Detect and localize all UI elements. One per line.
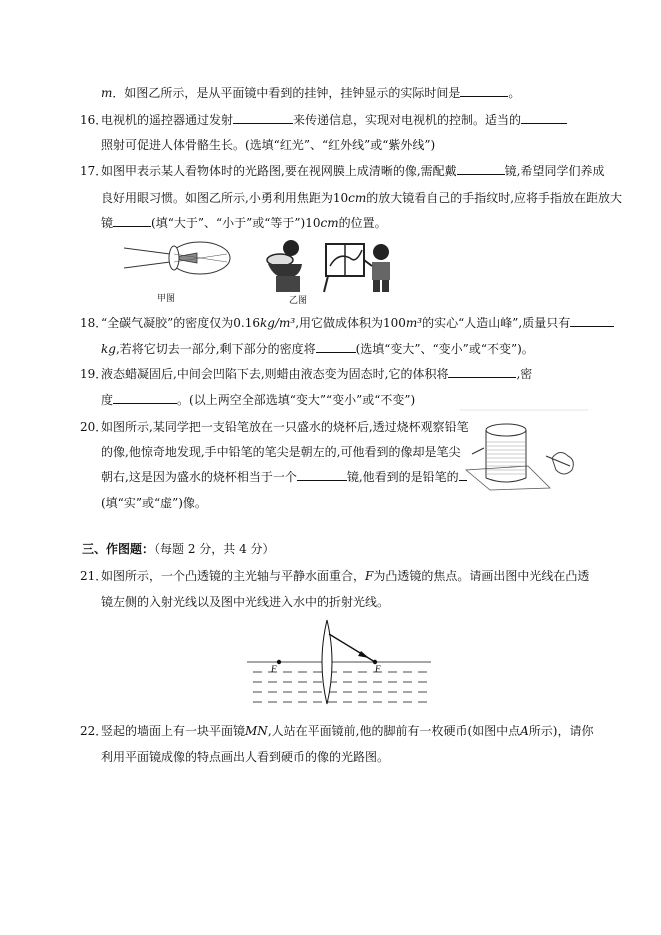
q15-unit: m [101, 86, 113, 100]
q17-blank-1[interactable] [457, 163, 505, 175]
q20-line-4: (填“实”或“虚”)像。 [101, 496, 207, 510]
q20-line-3: 朝右,这是因为盛水的烧杯相当于一个 镜,他看到的是铅笔的 [101, 469, 467, 485]
q21-line-2: 镜左侧的入射光线以及图中光线进入水中的折射光线。 [101, 595, 390, 609]
q20-number: 20． [80, 420, 108, 434]
q21-line-1: 如图所示，一个凸透镜的主光轴与平静水面重合，F为凸透镜的焦点。请画出图中光线在凸透 [101, 569, 590, 583]
figure-label-b: 乙图 [289, 296, 308, 306]
q17-blank-2[interactable] [113, 215, 151, 227]
q17-number: 17． [80, 164, 108, 178]
q17-line-2: 良好用眼习惯。如图乙所示,小勇利用焦距为10cm的放大镜看自己的手指纹时,应将手指放在距放大 [101, 191, 623, 205]
q16-line-2: 照射可促进人体骨骼生长。(选填“红光”、“红外线”或“紫外线”) [101, 138, 436, 152]
q19-line-2: 度 。(以上两空全部选填“变大”“变小”或“不变”) [101, 393, 416, 407]
focus-left-label: F [271, 664, 277, 674]
q18-blank-2[interactable] [316, 341, 356, 353]
focus-right-label: F [375, 664, 381, 674]
q22-line-1: 竖起的墙面上有一块平面镜MN,人站在平面镜前,他的脚前有一枚硬币(如图中点A所示)，请你 [101, 724, 594, 738]
q19-blank-2[interactable] [113, 392, 177, 404]
q19-line-1: 液态蜡凝固后,中间会凹陷下去,则蜡由液态变为固态时,它的体积将 ,密 [101, 367, 533, 381]
q18-line-2: kg,若将它切去一部分,剩下部分的密度将 (选填“变大”、“变小”或“不变”)。 [101, 342, 534, 356]
figure-label-a: 甲图 [157, 294, 176, 304]
q19-blank-1[interactable] [448, 366, 516, 378]
q20-blank-1[interactable] [297, 469, 347, 481]
q15-tail-line: m．如图乙所示，是从平面镜中看到的挂钟，挂钟显示的实际时间是 。 [101, 86, 521, 100]
eye-diagram [122, 240, 232, 306]
q18-blank-1[interactable] [570, 315, 614, 327]
q20-line-2: 的像,他惊奇地发现,手中铅笔的笔尖是朝左的,可他看到的像却是笔尖 [101, 445, 461, 459]
q17-line-3: 镜 (填“大于”、“小于”或“等于”)10cm的位置。 [101, 216, 387, 230]
q16-blank-1[interactable] [233, 112, 293, 124]
q15-text: ．如图乙所示，是从平面镜中看到的挂钟，挂钟显示的实际时间是 [112, 86, 461, 100]
section-3-title: 三、作图题： [82, 542, 155, 556]
q22-number: 22． [80, 724, 108, 738]
q21-number: 21． [80, 569, 108, 583]
section-3-heading [82, 541, 275, 557]
q18-number: 18． [80, 316, 108, 330]
q17-line-1: 如图甲表示某人看物体时的光路图,要在视网膜上成清晰的像,需配戴 镜,希望同学们养成 [101, 164, 605, 178]
q15-blank[interactable] [460, 85, 508, 97]
q20-line-1: 如图所示,某同学把一支铅笔放在一只盛水的烧杯后,透过烧杯观察铅笔 [101, 420, 469, 434]
q19-number: 19． [80, 367, 108, 381]
q16-number: 16． [80, 113, 108, 127]
magnifier-illustration [258, 238, 408, 294]
beaker-pencil-figure [460, 408, 588, 494]
lens-water-diagram [245, 618, 435, 708]
q22-line-2: 利用平面镜成像的特点画出人看到硬币的像的光路图。 [101, 750, 390, 764]
q18-line-1: “全碳气凝胶”的密度仅为0.16kg/m³,用它做成体积为100m³的实心“人造山峰”,质量只有 [101, 315, 614, 331]
q16-blank-2[interactable] [521, 112, 567, 124]
q16-line-1: 电视机的遥控器通过发射 来传递信息，实现对电视机的控制。适当的 [101, 112, 567, 128]
section-3-note: （每题 2 分，共 4 分） [154, 542, 275, 556]
